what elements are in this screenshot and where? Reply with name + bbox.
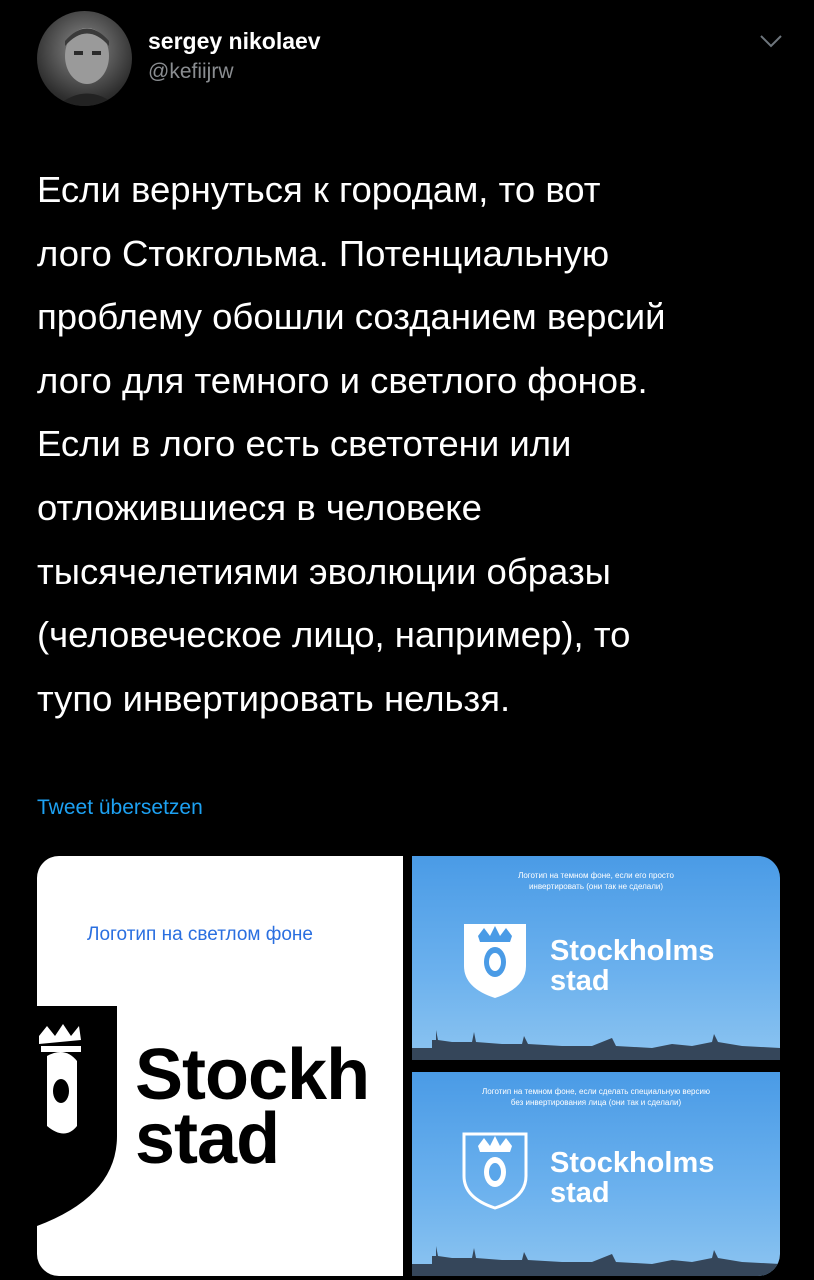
caption-line: без инвертирования лица (они так и сделали) <box>510 1098 682 1107</box>
avatar[interactable] <box>37 11 132 106</box>
tweet-line: лого Стокгольма. Потенциальную <box>37 232 610 274</box>
tweet-line: Если вернуться к городам, то вот <box>37 169 601 210</box>
media-image-special-logo[interactable] <box>412 1072 780 1276</box>
user-handle[interactable]: @kefiijrw <box>148 60 234 83</box>
city-skyline-image <box>412 1234 780 1276</box>
image-caption <box>412 870 780 892</box>
logo-word-stad: stad <box>550 1177 610 1209</box>
image-caption <box>412 1086 780 1108</box>
tweet-text <box>37 158 797 730</box>
translate-tweet-link[interactable]: Tweet übersetzen <box>37 796 203 819</box>
logo-word-stad: stad <box>550 965 610 997</box>
logo-word-stockholms: Stockholms <box>550 1147 715 1179</box>
tweet-line: тысячелетиями эволюции образы <box>37 550 611 592</box>
city-skyline-image <box>412 1018 780 1060</box>
media-grid <box>37 856 780 1276</box>
caption-line: Логотип на темном фоне, если его просто <box>518 871 674 880</box>
logo-word-stad: stad <box>135 1099 280 1179</box>
stockholm-shield-icon <box>460 918 530 1000</box>
logo-word-stockholms: Stockh <box>135 1035 370 1115</box>
stockholm-shield-icon <box>37 1006 117 1226</box>
tweet-line: Если в лого есть светотени или <box>37 423 572 465</box>
logo-word-stockholms: Stockholms <box>550 935 715 967</box>
stockholm-shield-outline-icon <box>460 1128 530 1210</box>
tweet-line: тупо инвертировать нельзя. <box>37 677 511 719</box>
avatar-face-image <box>37 11 132 106</box>
tweet-line: (человеческое лицо, например), то <box>37 614 631 656</box>
image-caption: Логотип на светлом фоне <box>87 924 313 945</box>
chevron-down-icon[interactable] <box>758 31 784 51</box>
tweet-line: отложившиеся в человеке <box>37 486 482 528</box>
media-image-inverted-logo[interactable] <box>412 856 780 1060</box>
caption-line: Логотип на темном фоне, если сделать специальную версию <box>482 1087 710 1096</box>
tweet-line: лого для темного и светлого фонов. <box>37 359 648 401</box>
tweet-line: проблему обошли созданием версий <box>37 296 666 338</box>
caption-line: инвертировать (они так не сделали) <box>528 882 664 891</box>
media-image-light-logo[interactable] <box>37 856 403 1276</box>
user-name[interactable]: sergey nikolaev <box>148 28 321 54</box>
